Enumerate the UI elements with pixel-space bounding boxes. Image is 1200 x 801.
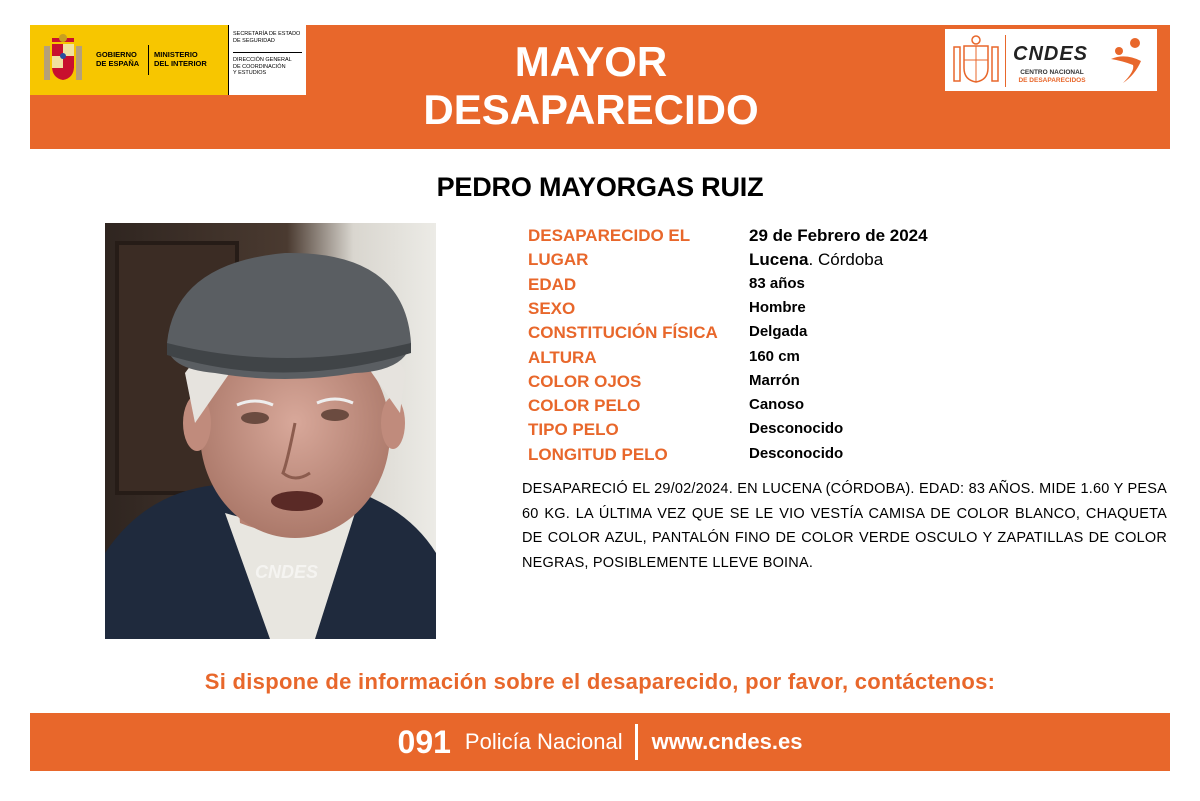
detail-label: SEXO <box>528 298 576 318</box>
website-link[interactable]: www.cndes.es <box>651 729 803 754</box>
cndes-figure-icon <box>1105 35 1151 87</box>
gov-line2b: DEL INTERIOR <box>154 59 207 68</box>
detail-value: Delgada <box>749 323 808 341</box>
cndes-sub-2: DE DESAPARECIDOS <box>1018 77 1086 84</box>
gov-box2c: Y ESTUDIOS <box>233 70 267 76</box>
gov-box1a: SECRETARÍA DE ESTADO <box>233 31 301 37</box>
detail-value: 29 de Febrero de 2024 <box>749 226 928 245</box>
portrait-illustration <box>105 223 436 639</box>
detail-value: 160 cm <box>749 347 800 365</box>
gov-box2b: DE COORDINACIÓN <box>233 63 286 70</box>
detail-label: LUGAR <box>528 250 589 270</box>
missing-person-name: PEDRO MAYORGAS RUIZ <box>436 172 764 202</box>
gov-box1b: DE SEGURIDAD <box>233 37 275 44</box>
detail-value: Desconocido <box>749 444 844 462</box>
gov-department-box <box>229 25 306 95</box>
detail-label: DESAPARECIDO EL <box>528 226 691 245</box>
detail-value <box>749 250 883 270</box>
cndes-name: CNDES <box>1013 43 1089 65</box>
gov-box2a: DIRECCIÓN GENERAL <box>233 57 292 63</box>
detail-label: CONSTITUCIÓN FÍSICA <box>528 323 718 343</box>
gov-line1a: GOBIERNO <box>96 50 137 59</box>
poster-title <box>306 38 876 134</box>
footer-divider <box>635 724 638 760</box>
detail-label: ALTURA <box>528 347 597 367</box>
contact-call-to-action: Si dispone de información sobre el desaparecido, por favor, contáctenos: <box>204 669 996 694</box>
gov-line1b: DE ESPAÑA <box>96 59 140 68</box>
detail-label: COLOR PELO <box>528 396 641 416</box>
detail-label: LONGITUD PELO <box>528 444 668 464</box>
detail-label: TIPO PELO <box>528 420 619 440</box>
detail-value-province: . Córdoba <box>808 250 884 270</box>
detail-value-place: Lucena <box>749 250 809 270</box>
gov-divider <box>148 45 149 75</box>
detail-value: Hombre <box>749 298 806 316</box>
missing-person-photo <box>105 223 436 639</box>
footer-banner <box>30 713 1170 771</box>
detail-label: COLOR OJOS <box>528 371 642 391</box>
cndes-logo <box>944 28 1158 92</box>
photo-watermark: CNDES <box>255 562 319 582</box>
detail-value: Desconocido <box>749 420 844 438</box>
title-line-2: DESAPARECIDO <box>423 86 759 133</box>
detail-label: EDAD <box>528 274 577 294</box>
phone-number[interactable]: 091 <box>397 723 451 760</box>
spain-coat-of-arms-icon <box>40 32 86 88</box>
spain-coat-of-arms-icon <box>951 33 1001 89</box>
title-line-1: MAYOR <box>514 38 668 85</box>
cndes-sub-1: CENTRO NACIONAL <box>1020 69 1084 76</box>
gov-line2a: MINISTERIO <box>154 50 198 59</box>
police-label: Policía Nacional <box>464 729 623 754</box>
detail-value: 83 años <box>749 274 805 292</box>
description-text: DESAPARECIÓ EL 29/02/2024. EN LUCENA (CÓRDOBA). EDAD: 83 AÑOS. MIDE 1.60 Y PESA 60 KG. LA ÚLTIMA VEZ QUE SE LE VIO VESTÍA CAMISA DE COLOR BLANCO, CHAQUETA DE COLOR AZUL, PANTALÓN FINO DE COLOR VERDE OSCULO Y ZAPATILLAS DE COLOR NEGRAS, POSIBLEMENTE LLEVE BOINA. <box>522 481 1167 571</box>
detail-value: Marrón <box>749 371 800 389</box>
government-logo <box>30 25 306 95</box>
detail-value: Canoso <box>749 396 805 414</box>
